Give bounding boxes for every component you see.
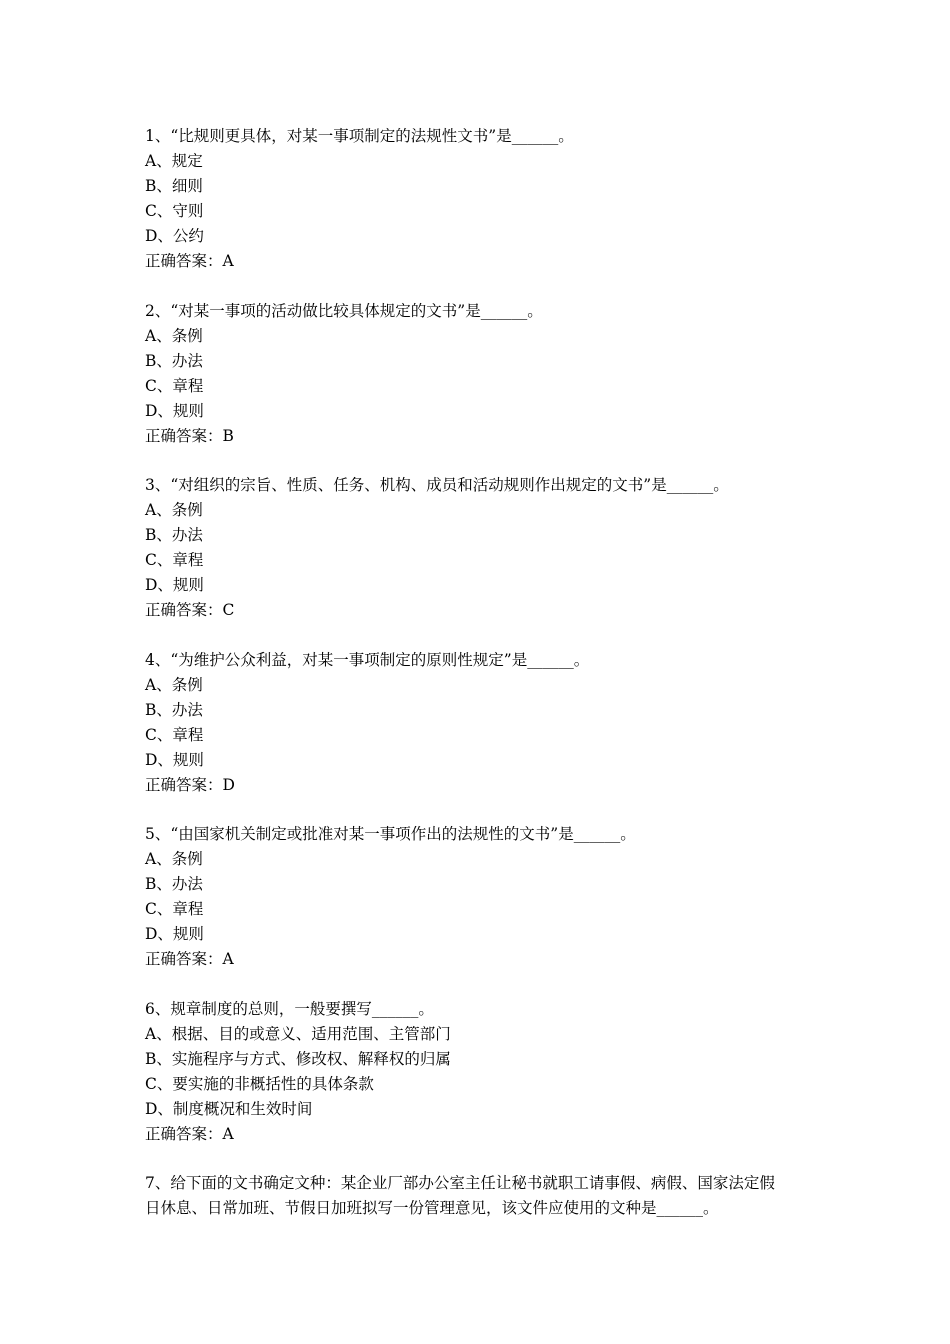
option-a: A、根据、目的或意义、适用范围、主管部门 bbox=[145, 1024, 451, 1043]
question-1 bbox=[145, 124, 825, 274]
correct-answer: 正确答案：C bbox=[145, 601, 235, 619]
option-b: B、实施程序与方式、修改权、解释权的归属 bbox=[145, 1049, 451, 1068]
correct-answer: 正确答案：A bbox=[145, 950, 234, 968]
question-3 bbox=[145, 473, 825, 623]
question-stem-line-1: 7、给下面的文书确定文种：某企业厂部办公室主任让秘书就职工请事假、病假、国家法定假 bbox=[145, 1174, 775, 1192]
option-a: A、条例 bbox=[145, 326, 203, 345]
option-c: C、守则 bbox=[145, 202, 204, 220]
question-stem: 3、“对组织的宗旨、性质、任务、机构、成员和活动规则作出规定的文书”是______。 bbox=[145, 476, 729, 494]
option-b: B、办法 bbox=[145, 351, 203, 370]
question-stem: 5、“由国家机关制定或批准对某一事项作出的法规性的文书”是______。 bbox=[145, 825, 636, 843]
correct-answer: 正确答案：D bbox=[145, 775, 235, 794]
option-b: B、细则 bbox=[145, 177, 203, 195]
question-stem: 6、规章制度的总则，一般要撰写______。 bbox=[145, 999, 434, 1018]
document-page bbox=[145, 124, 825, 1246]
question-stem: 2、“对某一事项的活动做比较具体规定的文书”是______。 bbox=[145, 301, 543, 320]
question-7 bbox=[145, 1171, 825, 1221]
option-c: C、章程 bbox=[145, 725, 204, 744]
option-c: C、章程 bbox=[145, 551, 204, 569]
correct-answer: 正确答案：B bbox=[145, 426, 234, 445]
option-d: D、公约 bbox=[145, 227, 204, 245]
question-6 bbox=[145, 997, 825, 1147]
option-b: B、办法 bbox=[145, 875, 203, 893]
option-a: A、规定 bbox=[145, 152, 203, 170]
option-a: A、条例 bbox=[145, 850, 203, 868]
option-a: A、条例 bbox=[145, 675, 203, 694]
question-2 bbox=[145, 299, 825, 449]
option-c: C、章程 bbox=[145, 900, 204, 918]
option-d: D、规则 bbox=[145, 750, 204, 769]
option-d: D、规则 bbox=[145, 401, 204, 420]
option-d: D、规则 bbox=[145, 576, 204, 594]
option-b: B、办法 bbox=[145, 700, 203, 719]
question-stem: 1、“比规则更具体，对某一事项制定的法规性文书”是______。 bbox=[145, 127, 574, 145]
option-b: B、办法 bbox=[145, 526, 203, 544]
correct-answer: 正确答案：A bbox=[145, 252, 234, 270]
question-stem: 4、“为维护公众利益，对某一事项制定的原则性规定”是______。 bbox=[145, 650, 590, 669]
question-5 bbox=[145, 822, 825, 972]
option-c: C、章程 bbox=[145, 376, 204, 395]
option-a: A、条例 bbox=[145, 501, 203, 519]
option-d: D、规则 bbox=[145, 925, 204, 943]
question-4 bbox=[145, 648, 825, 798]
question-stem-line-2: 日休息、日常加班、节假日加班拟写一份管理意见，该文件应使用的文种是______。 bbox=[145, 1199, 719, 1217]
option-d: D、制度概况和生效时间 bbox=[145, 1099, 313, 1118]
option-c: C、要实施的非概括性的具体条款 bbox=[145, 1074, 374, 1093]
correct-answer: 正确答案：A bbox=[145, 1124, 234, 1143]
